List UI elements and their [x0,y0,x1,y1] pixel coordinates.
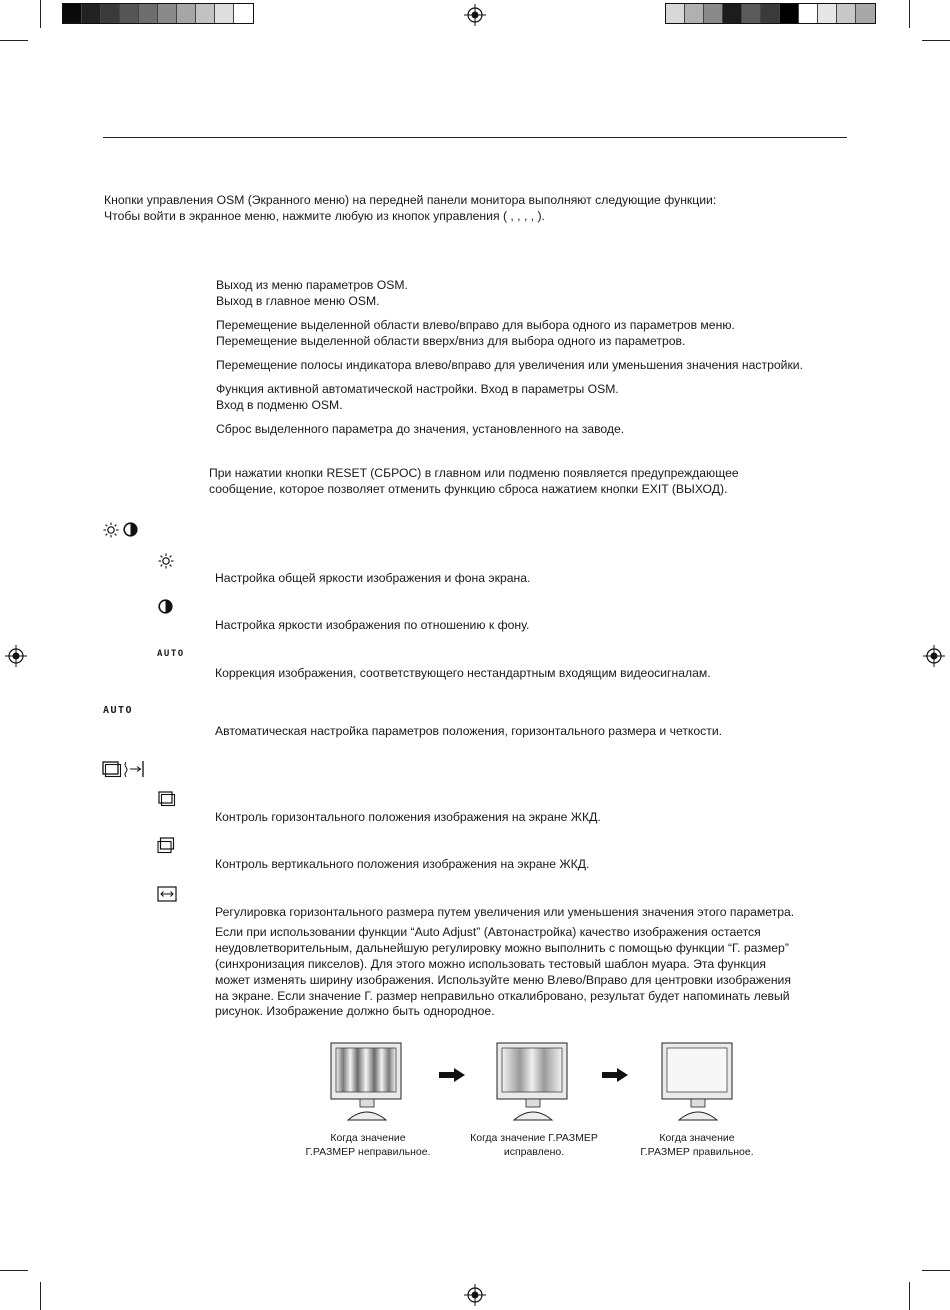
auto-adjust-description: Автоматическая настройка параметров положения, горизонтального размера и четкости. [215,724,723,738]
auto-adjust-icon: AUTO [103,705,134,716]
contrast-icon [158,599,173,614]
gray-swatch [685,4,704,23]
arrow-right-icon [602,1068,628,1082]
gray-swatch [799,4,818,23]
caption-line: Когда значение [330,1132,406,1144]
gray-swatch [158,4,177,23]
crop-mark [40,0,41,28]
h-position-description: Контроль горизонтального положения изображения на экране ЖКД. [215,810,601,824]
function-exit-line: Выход в главное меню OSM. [216,294,380,308]
contrast-description: Настройка яркости изображения по отношению к фону. [215,618,530,632]
caption-line: Г.РАЗМЕР неправильное. [305,1146,431,1158]
gray-swatch [120,4,139,23]
brightness-description: Настройка общей яркости изображения и фона экрана. [215,571,531,585]
h-position-icon [158,791,176,807]
crop-mark [922,40,950,41]
contrast-icon [123,522,138,537]
h-size-paragraph-line: на экране. Если значение Г. размер неправильно откалибровано, результат будет напоминать левый [215,989,790,1003]
registration-mark-icon [5,645,27,667]
gray-swatch [139,4,158,23]
gray-swatch [780,4,799,23]
auto-contrast-description: Коррекция изображения, соответствующего нестандартным входящим видеосигналам. [215,666,711,680]
crop-mark [40,1282,41,1310]
monitor-illustration-incorrect [330,1042,406,1122]
crop-mark [909,1282,910,1310]
header-rule [103,137,847,138]
reset-note-line: При нажатии кнопки RESET (СБРОС) в главном или подменю появляется предупреждающее [209,466,739,480]
brightness-icon [158,553,174,569]
gray-swatch [761,4,780,23]
registration-mark-icon [464,4,486,26]
gray-swatch [82,4,101,23]
caption-correct [617,1131,777,1159]
gray-swatch [742,4,761,23]
h-size-paragraph-line: (синхронизация пикселов). Для этого можно использовать тестовый шаблон муара. Эта функция [215,957,766,971]
gray-swatch [63,4,82,23]
h-size-paragraph-line: рисунок. Изображение должно быть однородное. [215,1004,495,1018]
gray-swatch [234,4,253,23]
registration-mark-icon [464,1284,486,1306]
gray-swatch [856,4,875,23]
gray-scale-bar-right [665,3,876,24]
caption-incorrect [288,1131,448,1159]
caption-corrected [454,1131,614,1159]
gray-swatch [704,4,723,23]
arrow-right-icon [439,1068,465,1082]
crop-mark [922,1270,950,1271]
function-move-line: Перемещение выделенной области влево/вправо для выбора одного из параметров меню. [216,318,735,332]
gray-swatch [723,4,742,23]
h-size-paragraph-line: может изменять ширину изображения. Используйте меню Влево/Вправо для центровки изображения [215,973,791,987]
function-reset-line: Сброс выделенного параметра до значения, установленного на заводе. [216,422,625,436]
registration-mark-icon [923,645,945,667]
h-size-paragraph-line: Если при использовании функции “Auto Adjust” (Автонастройка) качество изображения остается [215,925,761,939]
gray-swatch [666,4,685,23]
function-auto-line: Вход в подменю OSM. [216,398,343,412]
reset-note-line: сообщение, которое позволяет отменить функцию сброса нажатием кнопки EXIT (ВЫХОД). [209,482,728,496]
gray-swatch [177,4,196,23]
h-size-paragraph-line: Регулировка горизонтального размера путем увеличения или уменьшения значения этого параметра. [215,905,795,919]
gray-swatch [101,4,120,23]
brightness-icon [103,522,119,538]
function-bar-line: Перемещение полосы индикатора влево/вправо для увеличения или уменьшения значения настройки. [216,358,803,372]
intro-line: Кнопки управления OSM (Экранного меню) на передней панели монитора выполняют следующие функции: [104,193,717,207]
monitor-illustration-correct [661,1042,737,1122]
crop-mark [0,40,28,41]
function-move-line: Перемещение выделенной области вверх/вниз для выбора одного из параметров. [216,334,686,348]
monitor-illustration-corrected [496,1042,572,1122]
auto-contrast-icon: AUTO [157,649,185,659]
gray-swatch [837,4,856,23]
image-controls-icon [102,760,146,778]
gray-swatch [215,4,234,23]
caption-line: Г.РАЗМЕР правильное. [640,1146,754,1158]
v-position-icon [157,837,175,854]
gray-swatch [196,4,215,23]
v-position-description: Контроль вертикального положения изображения на экране ЖКД. [215,857,590,871]
h-size-paragraph-line: неудовлетворительным, дальнейшую регулировку можно выполнить с помощью функции “Г. размер” [215,941,789,955]
intro-line: Чтобы войти в экранное меню, нажмите любую из кнопок управления ( , , , , ). [104,209,545,223]
caption-line: Когда значение Г.РАЗМЕР [470,1132,598,1144]
gray-scale-bar-left [62,3,254,24]
caption-line: исправлено. [503,1146,565,1158]
function-auto-line: Функция активной автоматической настройки. Вход в параметры OSM. [216,382,619,396]
crop-mark [909,0,910,28]
caption-line: Когда значение [659,1132,735,1144]
h-size-icon [157,886,177,902]
function-exit-line: Выход из меню параметров OSM. [216,278,408,292]
gray-swatch [818,4,837,23]
crop-mark [0,1270,28,1271]
